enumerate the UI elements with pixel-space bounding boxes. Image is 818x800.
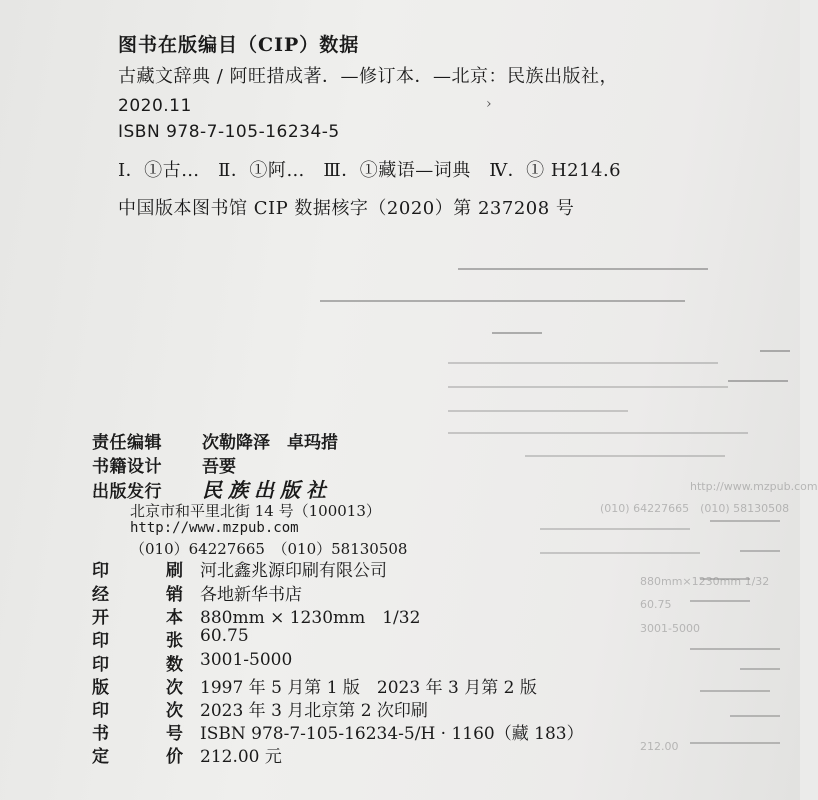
spec-label-b: 数 <box>166 655 183 675</box>
spec-label-a: 印 <box>92 561 109 581</box>
spec-value: 60.75 <box>200 626 249 646</box>
publisher-logo: 民族出版社 <box>202 478 332 502</box>
publisher-address: 北京市和平里北街 14 号（100013） <box>130 502 381 520</box>
spec-label-b: 销 <box>166 585 183 605</box>
spec-label-b: 次 <box>166 678 183 698</box>
spec-label-a: 经 <box>92 585 109 605</box>
spec-label-b: 本 <box>166 608 183 628</box>
cip-verification-number: 中国版本图书馆 CIP 数据核字（2020）第 237208 号 <box>118 198 575 219</box>
bleed-sheets: 60.75 <box>640 598 672 611</box>
spec-value: 河北鑫兆源印刷有限公司 <box>200 561 387 581</box>
design-value: 吾要 <box>202 457 236 477</box>
spec-label-a: 版 <box>92 678 109 698</box>
publisher-website: http://www.mzpub.com <box>130 520 299 536</box>
spec-value: 212.00 元 <box>200 747 282 767</box>
spec-value: 1997 年 5 月第 1 版 2023 年 3 月第 2 版 <box>200 678 537 698</box>
bleed-size: 880mm×1230mm 1/32 <box>640 575 770 588</box>
bleed-count: 3001-5000 <box>640 622 700 635</box>
spec-label-a: 定 <box>92 747 109 767</box>
cip-date: 2020.11 <box>118 96 192 116</box>
spec-label-a: 印 <box>92 701 109 721</box>
spec-label-b: 张 <box>166 631 183 651</box>
spec-label-a: 印 <box>92 655 109 675</box>
bleed-url: http://www.mzpub.com <box>690 480 818 493</box>
editor-row <box>92 428 338 453</box>
spec-label-b: 号 <box>166 724 183 744</box>
spec-value: 2023 年 3 月北京第 2 次印刷 <box>200 701 428 721</box>
spec-value: 3001-5000 <box>200 650 293 670</box>
publisher-phones: （010）64227665 （010）58130508 <box>130 540 408 558</box>
spec-label-a: 开 <box>92 608 109 628</box>
spec-label-b: 刷 <box>166 561 183 581</box>
editor-label: 责任编辑 <box>92 433 162 453</box>
bleed-price: 212.00 <box>640 740 679 753</box>
spec-label-a: 印 <box>92 631 109 651</box>
stray-mark: › <box>486 96 492 112</box>
spec-value: 880mm × 1230mm 1/32 <box>200 608 421 628</box>
spec-label-b: 价 <box>166 747 183 767</box>
design-label: 书籍设计 <box>92 457 162 477</box>
spec-value: ISBN 978-7-105-16234-5/H · 1160（藏 183） <box>200 724 584 744</box>
bleed-phones: (010) 64227665 (010) 58130508 <box>600 502 790 515</box>
cip-isbn: ISBN 978-7-105-16234-5 <box>118 122 340 142</box>
publisher-label: 出版发行 <box>92 482 162 502</box>
cip-classification: Ⅰ．①古… Ⅱ．①阿… Ⅲ．①藏语—词典 Ⅳ．① H214.6 <box>118 160 622 181</box>
spec-value: 各地新华书店 <box>200 585 302 605</box>
cip-title: 图书在版编目（CIP）数据 <box>118 34 360 56</box>
spec-label-a: 书 <box>92 724 109 744</box>
publisher-row <box>92 474 332 503</box>
spec-label-b: 次 <box>166 701 183 721</box>
cip-bibliographic-line: 古藏文辞典 / 阿旺措成著．—修订本．—北京：民族出版社， <box>118 66 619 87</box>
editor-value: 次勒降泽 卓玛措 <box>202 433 338 453</box>
